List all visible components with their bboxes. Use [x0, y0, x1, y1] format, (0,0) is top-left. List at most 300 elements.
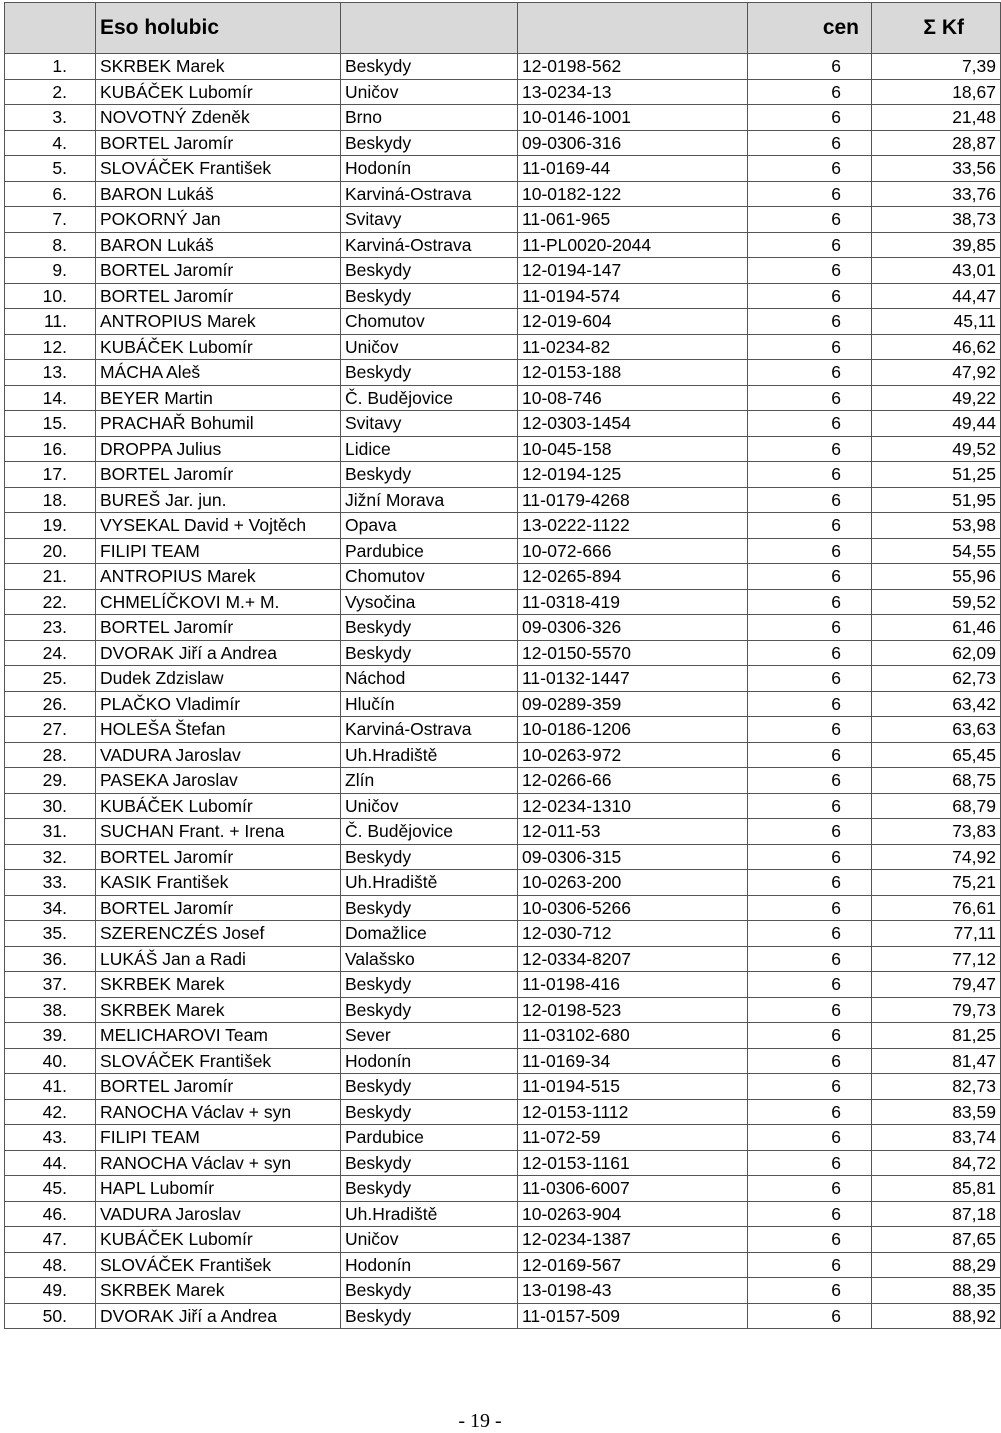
- kf-cell: 55,96: [872, 564, 1001, 590]
- header-title: Eso holubic: [96, 3, 341, 54]
- cen-cell: 6: [748, 385, 872, 411]
- ring-number-cell: 11-0169-44: [518, 156, 748, 182]
- cen-cell: 6: [748, 1074, 872, 1100]
- results-table: [4, 2, 1001, 1329]
- ring-number-cell: 12-0303-1454: [518, 411, 748, 437]
- rank-cell: 6.: [5, 181, 96, 207]
- kf-cell: 84,72: [872, 1150, 1001, 1176]
- cen-cell: 6: [748, 564, 872, 590]
- name-cell: FILIPI TEAM: [96, 538, 341, 564]
- ring-number-cell: 12-0153-1161: [518, 1150, 748, 1176]
- cen-cell: 6: [748, 487, 872, 513]
- rank-cell: 28.: [5, 742, 96, 768]
- rank-cell: 35.: [5, 921, 96, 947]
- name-cell: KUBÁČEK Lubomír: [96, 334, 341, 360]
- club-cell: Hodonín: [341, 156, 518, 182]
- ring-number-cell: 11-0194-515: [518, 1074, 748, 1100]
- ring-number-cell: 12-0334-8207: [518, 946, 748, 972]
- rank-cell: 13.: [5, 360, 96, 386]
- club-cell: Beskydy: [341, 283, 518, 309]
- table-row: [5, 997, 1001, 1023]
- club-cell: Brno: [341, 105, 518, 131]
- rank-cell: 9.: [5, 258, 96, 284]
- club-cell: Uh.Hradiště: [341, 870, 518, 896]
- table-row: [5, 1303, 1001, 1329]
- club-cell: Chomutov: [341, 309, 518, 335]
- cen-cell: 6: [748, 513, 872, 539]
- rank-cell: 37.: [5, 972, 96, 998]
- club-cell: Beskydy: [341, 844, 518, 870]
- club-cell: Svitavy: [341, 411, 518, 437]
- club-cell: Zlín: [341, 768, 518, 794]
- kf-cell: 74,92: [872, 844, 1001, 870]
- club-cell: Beskydy: [341, 972, 518, 998]
- cen-cell: 6: [748, 79, 872, 105]
- ring-number-cell: 09-0289-359: [518, 691, 748, 717]
- club-cell: Beskydy: [341, 258, 518, 284]
- ring-number-cell: 12-011-53: [518, 819, 748, 845]
- table-row: [5, 793, 1001, 819]
- name-cell: SZERENCZÉS Josef: [96, 921, 341, 947]
- cen-cell: 6: [748, 1252, 872, 1278]
- name-cell: PLAČKO Vladimír: [96, 691, 341, 717]
- table-row: [5, 1099, 1001, 1125]
- ring-number-cell: 11-0179-4268: [518, 487, 748, 513]
- ring-number-cell: 12-0234-1387: [518, 1227, 748, 1253]
- name-cell: SKRBEK Marek: [96, 54, 341, 80]
- cen-cell: 6: [748, 156, 872, 182]
- kf-cell: 76,61: [872, 895, 1001, 921]
- kf-cell: 46,62: [872, 334, 1001, 360]
- table-row: [5, 589, 1001, 615]
- table-row: [5, 1176, 1001, 1202]
- kf-cell: 85,81: [872, 1176, 1001, 1202]
- cen-cell: 6: [748, 232, 872, 258]
- club-cell: Beskydy: [341, 1303, 518, 1329]
- kf-cell: 88,92: [872, 1303, 1001, 1329]
- kf-cell: 75,21: [872, 870, 1001, 896]
- kf-cell: 49,52: [872, 436, 1001, 462]
- rank-cell: 40.: [5, 1048, 96, 1074]
- table-row: [5, 1252, 1001, 1278]
- club-cell: Beskydy: [341, 130, 518, 156]
- club-cell: Č. Budějovice: [341, 819, 518, 845]
- table-row: [5, 513, 1001, 539]
- club-cell: Hodonín: [341, 1252, 518, 1278]
- cen-cell: 6: [748, 411, 872, 437]
- club-cell: Svitavy: [341, 207, 518, 233]
- kf-cell: 38,73: [872, 207, 1001, 233]
- kf-cell: 39,85: [872, 232, 1001, 258]
- cen-cell: 6: [748, 921, 872, 947]
- name-cell: DVORAK Jiří a Andrea: [96, 1303, 341, 1329]
- name-cell: BORTEL Jaromír: [96, 283, 341, 309]
- rank-cell: 36.: [5, 946, 96, 972]
- kf-cell: 73,83: [872, 819, 1001, 845]
- kf-cell: 81,25: [872, 1023, 1001, 1049]
- cen-cell: 6: [748, 1150, 872, 1176]
- name-cell: PASEKA Jaroslav: [96, 768, 341, 794]
- club-cell: Beskydy: [341, 462, 518, 488]
- header-cen: cen: [748, 3, 872, 54]
- ring-number-cell: 11-0198-416: [518, 972, 748, 998]
- rank-cell: 29.: [5, 768, 96, 794]
- rank-cell: 44.: [5, 1150, 96, 1176]
- ring-number-cell: 11-0132-1447: [518, 666, 748, 692]
- name-cell: KASIK František: [96, 870, 341, 896]
- table-row: [5, 360, 1001, 386]
- club-cell: Valašsko: [341, 946, 518, 972]
- table-row: [5, 79, 1001, 105]
- name-cell: BORTEL Jaromír: [96, 895, 341, 921]
- club-cell: Beskydy: [341, 360, 518, 386]
- rank-cell: 38.: [5, 997, 96, 1023]
- kf-cell: 77,11: [872, 921, 1001, 947]
- name-cell: SUCHAN Frant. + Irena: [96, 819, 341, 845]
- cen-cell: 6: [748, 844, 872, 870]
- kf-cell: 7,39: [872, 54, 1001, 80]
- rank-cell: 27.: [5, 717, 96, 743]
- kf-cell: 51,95: [872, 487, 1001, 513]
- rank-cell: 42.: [5, 1099, 96, 1125]
- ring-number-cell: 11-0157-509: [518, 1303, 748, 1329]
- cen-cell: 6: [748, 1201, 872, 1227]
- ring-number-cell: 13-0234-13: [518, 79, 748, 105]
- name-cell: BARON Lukáš: [96, 181, 341, 207]
- ring-number-cell: 12-0234-1310: [518, 793, 748, 819]
- ring-number-cell: 12-0198-523: [518, 997, 748, 1023]
- cen-cell: 6: [748, 462, 872, 488]
- cen-cell: 6: [748, 1023, 872, 1049]
- rank-cell: 24.: [5, 640, 96, 666]
- table-row: [5, 844, 1001, 870]
- kf-cell: 79,73: [872, 997, 1001, 1023]
- rank-cell: 22.: [5, 589, 96, 615]
- cen-cell: 6: [748, 207, 872, 233]
- rank-cell: 20.: [5, 538, 96, 564]
- kf-cell: 53,98: [872, 513, 1001, 539]
- cen-cell: 6: [748, 54, 872, 80]
- table-row: [5, 130, 1001, 156]
- ring-number-cell: 12-0153-1112: [518, 1099, 748, 1125]
- club-cell: Č. Budějovice: [341, 385, 518, 411]
- cen-cell: 6: [748, 819, 872, 845]
- club-cell: Uničov: [341, 334, 518, 360]
- name-cell: RANOCHA Václav + syn: [96, 1099, 341, 1125]
- ring-number-cell: 12-019-604: [518, 309, 748, 335]
- name-cell: DROPPA Julius: [96, 436, 341, 462]
- table-row: [5, 717, 1001, 743]
- ring-number-cell: 12-0266-66: [518, 768, 748, 794]
- rank-cell: 45.: [5, 1176, 96, 1202]
- ring-number-cell: 11-0306-6007: [518, 1176, 748, 1202]
- ring-number-cell: 09-0306-315: [518, 844, 748, 870]
- cen-cell: 6: [748, 666, 872, 692]
- rank-cell: 2.: [5, 79, 96, 105]
- ring-number-cell: 12-0265-894: [518, 564, 748, 590]
- club-cell: Beskydy: [341, 1150, 518, 1176]
- rank-cell: 32.: [5, 844, 96, 870]
- name-cell: POKORNÝ Jan: [96, 207, 341, 233]
- kf-cell: 79,47: [872, 972, 1001, 998]
- name-cell: CHMELÍČKOVI M.+ M.: [96, 589, 341, 615]
- cen-cell: 6: [748, 589, 872, 615]
- table-row: [5, 564, 1001, 590]
- club-cell: Náchod: [341, 666, 518, 692]
- club-cell: Uničov: [341, 793, 518, 819]
- rank-cell: 3.: [5, 105, 96, 131]
- rank-cell: 26.: [5, 691, 96, 717]
- rank-cell: 15.: [5, 411, 96, 437]
- kf-cell: 87,65: [872, 1227, 1001, 1253]
- table-row: [5, 1150, 1001, 1176]
- club-cell: Karviná-Ostrava: [341, 181, 518, 207]
- kf-cell: 33,76: [872, 181, 1001, 207]
- rank-cell: 5.: [5, 156, 96, 182]
- table-row: [5, 1201, 1001, 1227]
- kf-cell: 33,56: [872, 156, 1001, 182]
- ring-number-cell: 09-0306-316: [518, 130, 748, 156]
- name-cell: HOLEŠA Štefan: [96, 717, 341, 743]
- rank-cell: 39.: [5, 1023, 96, 1049]
- name-cell: BARON Lukáš: [96, 232, 341, 258]
- ring-number-cell: 11-PL0020-2044: [518, 232, 748, 258]
- kf-cell: 28,87: [872, 130, 1001, 156]
- table-body: [5, 54, 1001, 1329]
- rank-cell: 41.: [5, 1074, 96, 1100]
- table-row: [5, 1125, 1001, 1151]
- cen-cell: 6: [748, 615, 872, 641]
- table-row: [5, 1023, 1001, 1049]
- ring-number-cell: 12-0153-188: [518, 360, 748, 386]
- ring-number-cell: 10-0182-122: [518, 181, 748, 207]
- ring-number-cell: 11-0194-574: [518, 283, 748, 309]
- kf-cell: 43,01: [872, 258, 1001, 284]
- ring-number-cell: 12-0194-125: [518, 462, 748, 488]
- club-cell: Uničov: [341, 79, 518, 105]
- club-cell: Beskydy: [341, 1074, 518, 1100]
- club-cell: Beskydy: [341, 997, 518, 1023]
- header-rank-cell: [5, 3, 96, 54]
- name-cell: BORTEL Jaromír: [96, 844, 341, 870]
- table-row: [5, 462, 1001, 488]
- name-cell: BORTEL Jaromír: [96, 615, 341, 641]
- cen-cell: 6: [748, 997, 872, 1023]
- name-cell: SKRBEK Marek: [96, 997, 341, 1023]
- cen-cell: 6: [748, 1176, 872, 1202]
- club-cell: Beskydy: [341, 54, 518, 80]
- kf-cell: 59,52: [872, 589, 1001, 615]
- club-cell: Hodonín: [341, 1048, 518, 1074]
- kf-cell: 63,42: [872, 691, 1001, 717]
- kf-cell: 87,18: [872, 1201, 1001, 1227]
- rank-cell: 4.: [5, 130, 96, 156]
- table-row: [5, 232, 1001, 258]
- club-cell: Uh.Hradiště: [341, 742, 518, 768]
- name-cell: SLOVÁČEK František: [96, 1252, 341, 1278]
- table-row: [5, 870, 1001, 896]
- header-kf: Σ Kf: [872, 3, 1001, 54]
- table-row: [5, 487, 1001, 513]
- table-row: [5, 1278, 1001, 1304]
- table-row: [5, 538, 1001, 564]
- name-cell: FILIPI TEAM: [96, 1125, 341, 1151]
- club-cell: Opava: [341, 513, 518, 539]
- table-row: [5, 309, 1001, 335]
- ring-number-cell: 10-0263-904: [518, 1201, 748, 1227]
- club-cell: Beskydy: [341, 1099, 518, 1125]
- name-cell: KUBÁČEK Lubomír: [96, 79, 341, 105]
- cen-cell: 6: [748, 972, 872, 998]
- rank-cell: 31.: [5, 819, 96, 845]
- kf-cell: 62,09: [872, 640, 1001, 666]
- table-row: [5, 1074, 1001, 1100]
- rank-cell: 47.: [5, 1227, 96, 1253]
- kf-cell: 51,25: [872, 462, 1001, 488]
- rank-cell: 7.: [5, 207, 96, 233]
- table-row: [5, 615, 1001, 641]
- cen-cell: 6: [748, 640, 872, 666]
- ring-number-cell: 11-072-59: [518, 1125, 748, 1151]
- ring-number-cell: 10-0263-972: [518, 742, 748, 768]
- club-cell: Beskydy: [341, 640, 518, 666]
- header-row: [5, 3, 1001, 54]
- table-row: [5, 436, 1001, 462]
- page-number: - 19 -: [458, 1410, 502, 1432]
- table-header: [5, 3, 1001, 54]
- name-cell: MÁCHA Aleš: [96, 360, 341, 386]
- rank-cell: 16.: [5, 436, 96, 462]
- table-row: [5, 972, 1001, 998]
- kf-cell: 44,47: [872, 283, 1001, 309]
- rank-cell: 1.: [5, 54, 96, 80]
- rank-cell: 21.: [5, 564, 96, 590]
- name-cell: BORTEL Jaromír: [96, 1074, 341, 1100]
- name-cell: ANTROPIUS Marek: [96, 564, 341, 590]
- name-cell: NOVOTNÝ Zdeněk: [96, 105, 341, 131]
- cen-cell: 6: [748, 334, 872, 360]
- kf-cell: 68,75: [872, 768, 1001, 794]
- table-row: [5, 181, 1001, 207]
- kf-cell: 45,11: [872, 309, 1001, 335]
- kf-cell: 77,12: [872, 946, 1001, 972]
- ring-number-cell: 10-045-158: [518, 436, 748, 462]
- club-cell: Uh.Hradiště: [341, 1201, 518, 1227]
- kf-cell: 81,47: [872, 1048, 1001, 1074]
- name-cell: SLOVÁČEK František: [96, 156, 341, 182]
- ring-number-cell: 10-0186-1206: [518, 717, 748, 743]
- table-row: [5, 156, 1001, 182]
- rank-cell: 33.: [5, 870, 96, 896]
- table-row: [5, 411, 1001, 437]
- rank-cell: 43.: [5, 1125, 96, 1151]
- name-cell: RANOCHA Václav + syn: [96, 1150, 341, 1176]
- club-cell: Beskydy: [341, 1176, 518, 1202]
- cen-cell: 6: [748, 1048, 872, 1074]
- kf-cell: 88,29: [872, 1252, 1001, 1278]
- ring-number-cell: 09-0306-326: [518, 615, 748, 641]
- name-cell: Dudek Zdzislaw: [96, 666, 341, 692]
- name-cell: LUKÁŠ Jan a Radi: [96, 946, 341, 972]
- cen-cell: 6: [748, 895, 872, 921]
- ring-number-cell: 11-03102-680: [518, 1023, 748, 1049]
- cen-cell: 6: [748, 946, 872, 972]
- kf-cell: 21,48: [872, 105, 1001, 131]
- club-cell: Beskydy: [341, 1278, 518, 1304]
- table-row: [5, 691, 1001, 717]
- kf-cell: 82,73: [872, 1074, 1001, 1100]
- club-cell: Pardubice: [341, 1125, 518, 1151]
- rank-cell: 11.: [5, 309, 96, 335]
- cen-cell: 6: [748, 870, 872, 896]
- name-cell: PRACHAŘ Bohumil: [96, 411, 341, 437]
- name-cell: VADURA Jaroslav: [96, 1201, 341, 1227]
- club-cell: Karviná-Ostrava: [341, 232, 518, 258]
- ring-number-cell: 12-0198-562: [518, 54, 748, 80]
- cen-cell: 6: [748, 436, 872, 462]
- table-row: [5, 1048, 1001, 1074]
- rank-cell: 14.: [5, 385, 96, 411]
- name-cell: BEYER Martin: [96, 385, 341, 411]
- table-row: [5, 1227, 1001, 1253]
- cen-cell: 6: [748, 130, 872, 156]
- ring-number-cell: 10-0263-200: [518, 870, 748, 896]
- club-cell: Pardubice: [341, 538, 518, 564]
- rank-cell: 17.: [5, 462, 96, 488]
- name-cell: BORTEL Jaromír: [96, 462, 341, 488]
- club-cell: Sever: [341, 1023, 518, 1049]
- rank-cell: 30.: [5, 793, 96, 819]
- ring-number-cell: 10-0146-1001: [518, 105, 748, 131]
- club-cell: Jižní Morava: [341, 487, 518, 513]
- table-row: [5, 334, 1001, 360]
- cen-cell: 6: [748, 105, 872, 131]
- table-row: [5, 54, 1001, 80]
- name-cell: KUBÁČEK Lubomír: [96, 1227, 341, 1253]
- cen-cell: 6: [748, 793, 872, 819]
- kf-cell: 49,44: [872, 411, 1001, 437]
- rank-cell: 48.: [5, 1252, 96, 1278]
- name-cell: DVORAK Jiří a Andrea: [96, 640, 341, 666]
- rank-cell: 50.: [5, 1303, 96, 1329]
- table-row: [5, 105, 1001, 131]
- ring-number-cell: 12-0150-5570: [518, 640, 748, 666]
- table-row: [5, 640, 1001, 666]
- cen-cell: 6: [748, 691, 872, 717]
- kf-cell: 83,74: [872, 1125, 1001, 1151]
- name-cell: BORTEL Jaromír: [96, 258, 341, 284]
- name-cell: BORTEL Jaromír: [96, 130, 341, 156]
- rank-cell: 8.: [5, 232, 96, 258]
- kf-cell: 47,92: [872, 360, 1001, 386]
- rank-cell: 34.: [5, 895, 96, 921]
- kf-cell: 83,59: [872, 1099, 1001, 1125]
- table-row: [5, 819, 1001, 845]
- cen-cell: 6: [748, 309, 872, 335]
- ring-number-cell: 10-08-746: [518, 385, 748, 411]
- kf-cell: 65,45: [872, 742, 1001, 768]
- table-row: [5, 283, 1001, 309]
- club-cell: Beskydy: [341, 615, 518, 641]
- club-cell: Domažlice: [341, 921, 518, 947]
- table-row: [5, 666, 1001, 692]
- table-row: [5, 385, 1001, 411]
- rank-cell: 23.: [5, 615, 96, 641]
- name-cell: VYSEKAL David + Vojtěch: [96, 513, 341, 539]
- results-sheet: [4, 2, 996, 1329]
- rank-cell: 46.: [5, 1201, 96, 1227]
- kf-cell: 18,67: [872, 79, 1001, 105]
